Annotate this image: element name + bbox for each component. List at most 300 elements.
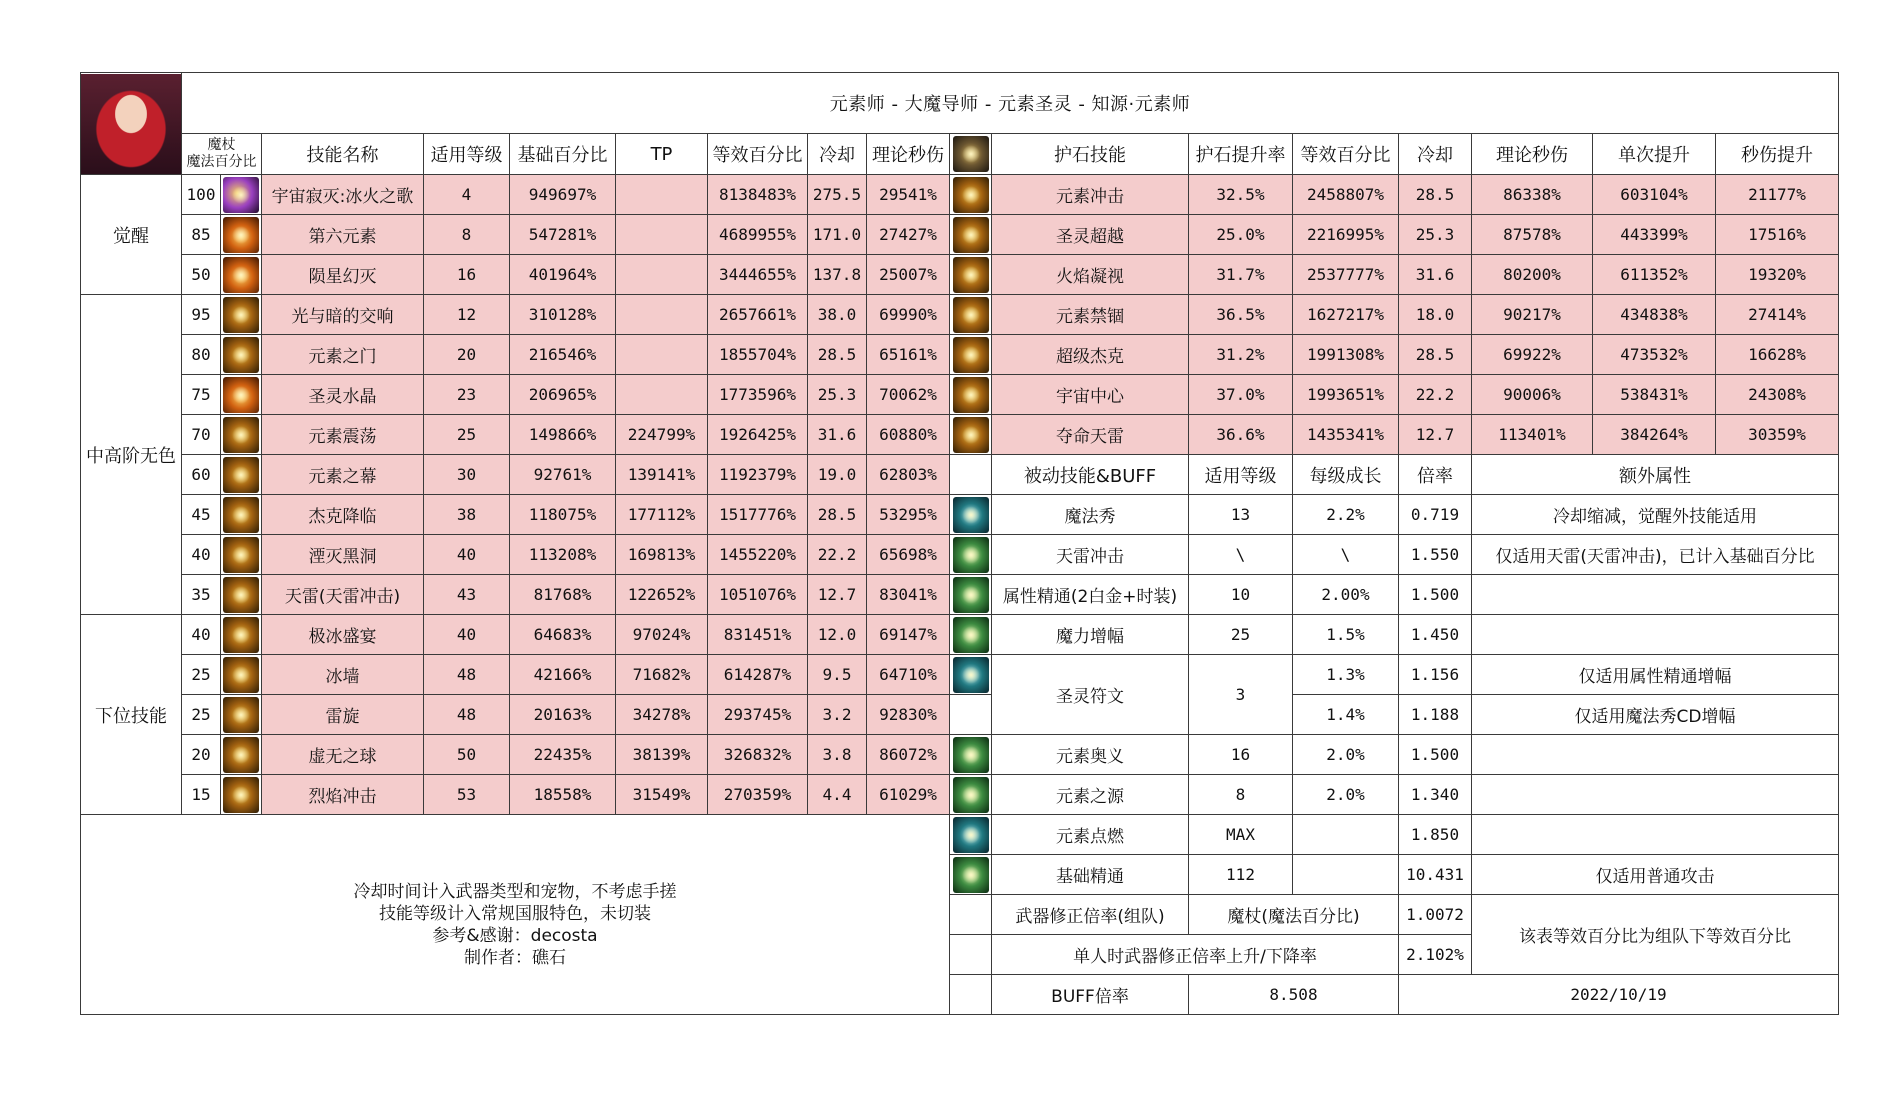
skill-level: 48 (424, 655, 510, 695)
base-pct: 20163% (510, 695, 616, 735)
element-source-icon (953, 777, 989, 813)
passive-extra (1472, 575, 1839, 615)
skill-icon-cell (221, 455, 262, 495)
eq-pct: 4689955% (708, 215, 808, 255)
skill-icon-cell (221, 695, 262, 735)
skill-name: 圣灵水晶 (262, 375, 424, 415)
base-pct: 81768% (510, 575, 616, 615)
passive-name: 属性精通(2白金+时装) (992, 575, 1189, 615)
weapon-pct: 35 (182, 575, 221, 615)
talisman-icon-cell (950, 175, 992, 215)
skill-icon-cell (221, 735, 262, 775)
talisman-icon-cell (950, 215, 992, 255)
skill-level: 16 (424, 255, 510, 295)
single-gain: 434838% (1593, 295, 1716, 335)
passive-extra (1472, 735, 1839, 775)
base-pct: 22435% (510, 735, 616, 775)
skill-name: 虚无之球 (262, 735, 424, 775)
tp-pct: 38139% (616, 735, 708, 775)
skill-icon-cell (221, 535, 262, 575)
skill-level: 30 (424, 455, 510, 495)
passive-level: \ (1189, 535, 1293, 575)
talisman-rate: 36.6% (1189, 415, 1293, 455)
table-row (81, 175, 1839, 215)
talisman-eq-pct: 2216995% (1293, 215, 1399, 255)
weapon-pct: 25 (182, 655, 221, 695)
passive-icon-cell (950, 615, 992, 655)
dps-gain: 27414% (1716, 295, 1839, 335)
tp-pct (616, 175, 708, 215)
skill-level: 40 (424, 535, 510, 575)
passive-name: 元素奥义 (992, 735, 1189, 775)
theory-dps: 65698% (867, 535, 950, 575)
skill-name: 光与暗的交响 (262, 295, 424, 335)
skill-level: 20 (424, 335, 510, 375)
weapon-header-line2: 魔法百分比 (186, 154, 257, 170)
passive-extra (1472, 815, 1839, 855)
passive-name: 元素点燃 (992, 815, 1189, 855)
skill-damage-table (80, 72, 1839, 1015)
base-pct: 42166% (510, 655, 616, 695)
cooldown: 4.4 (808, 775, 867, 815)
cooldown-header: 冷却 (808, 134, 867, 175)
light-dark-symphony-icon (223, 297, 259, 333)
eq-pct: 1773596% (708, 375, 808, 415)
theory-dps: 69990% (867, 295, 950, 335)
buff-value: 8.508 (1189, 975, 1399, 1015)
character-portrait-cell (81, 73, 182, 175)
tp-pct (616, 375, 708, 415)
dps-gain: 24308% (1716, 375, 1839, 415)
skill-level: 40 (424, 615, 510, 655)
eq-pct: 8138483% (708, 175, 808, 215)
talisman-eq-pct-header: 等效百分比 (1293, 134, 1399, 175)
holy-rune-icon (953, 657, 989, 693)
passive-name: 天雷冲击 (992, 535, 1189, 575)
dps-gain: 30359% (1716, 415, 1839, 455)
basic-mastery-icon (953, 857, 989, 893)
skill-level: 53 (424, 775, 510, 815)
talisman-name: 元素禁锢 (992, 295, 1189, 335)
eq-pct: 326832% (708, 735, 808, 775)
passive-level-header: 适用等级 (1189, 455, 1293, 495)
skill-icon-cell (221, 655, 262, 695)
table-row (81, 335, 1839, 375)
level-header: 适用等级 (424, 134, 510, 175)
tp-pct: 224799% (616, 415, 708, 455)
eq-pct: 2657661% (708, 295, 808, 335)
talisman-cd: 28.5 (1399, 335, 1472, 375)
notes-block (81, 815, 950, 1015)
element-mystery-icon (953, 737, 989, 773)
theory-dps: 29541% (867, 175, 950, 215)
tp-pct: 31549% (616, 775, 708, 815)
skill-name: 湮灭黑洞 (262, 535, 424, 575)
talisman-dps: 90006% (1472, 375, 1593, 415)
skill-level: 8 (424, 215, 510, 255)
passive-extra: 仅适用天雷(天雷冲击)，已计入基础百分比 (1472, 535, 1839, 575)
talisman-eq-pct: 1435341% (1293, 415, 1399, 455)
table-row (81, 535, 1839, 575)
note-line: 制作者：礁石 (464, 947, 566, 968)
theory-dps: 62803% (867, 455, 950, 495)
tp-pct: 97024% (616, 615, 708, 655)
eq-pct: 1926425% (708, 415, 808, 455)
skill-icon-cell (221, 375, 262, 415)
thunder-impact-icon (953, 537, 989, 573)
passive-icon-cell-empty (950, 695, 992, 735)
table-row (81, 215, 1839, 255)
cooldown: 3.2 (808, 695, 867, 735)
passive-name: 圣灵符文 (992, 655, 1189, 735)
weapon-pct: 95 (182, 295, 221, 335)
tp-pct: 34278% (616, 695, 708, 735)
weapon-pct: 85 (182, 215, 221, 255)
weapon-pct: 45 (182, 495, 221, 535)
passive-name: 魔法秀 (992, 495, 1189, 535)
talisman-cd: 25.3 (1399, 215, 1472, 255)
theory-dps: 27427% (867, 215, 950, 255)
skill-icon-cell (221, 495, 262, 535)
passive-rate: 1.156 (1399, 655, 1472, 695)
passive-growth: 2.0% (1293, 775, 1399, 815)
weapon-pct: 25 (182, 695, 221, 735)
weapon-mod-spacer (950, 895, 992, 935)
base-pct: 216546% (510, 335, 616, 375)
tp-pct (616, 295, 708, 335)
table-row (81, 455, 1839, 495)
passive-growth (1293, 815, 1399, 855)
talisman-name: 圣灵超越 (992, 215, 1189, 255)
passive-growth-header: 每级成长 (1293, 455, 1399, 495)
tp-pct: 122652% (616, 575, 708, 615)
solo-mod-spacer (950, 935, 992, 975)
tp-pct (616, 255, 708, 295)
talisman-rate: 31.2% (1189, 335, 1293, 375)
passive-level: 25 (1189, 615, 1293, 655)
weapon-pct: 40 (182, 535, 221, 575)
talisman-rate-header: 护石提升率 (1189, 134, 1293, 175)
skill-name: 元素之幕 (262, 455, 424, 495)
table-row (81, 695, 1839, 735)
fatal-thunder-icon (953, 417, 989, 453)
thunder-spiral-icon (223, 697, 259, 733)
passive-name: 基础精通 (992, 855, 1189, 895)
passive-icon-cell (950, 815, 992, 855)
base-pct: 118075% (510, 495, 616, 535)
talisman-name: 火焰凝视 (992, 255, 1189, 295)
theory-dps: 61029% (867, 775, 950, 815)
cooldown: 137.8 (808, 255, 867, 295)
eq-pct: 831451% (708, 615, 808, 655)
weapon-pct: 50 (182, 255, 221, 295)
table-row (81, 735, 1839, 775)
eq-pct: 1517776% (708, 495, 808, 535)
talisman-cd: 12.7 (1399, 415, 1472, 455)
sixth-element-icon (223, 217, 259, 253)
talisman-rate: 36.5% (1189, 295, 1293, 335)
table-row (81, 575, 1839, 615)
dps-gain: 16628% (1716, 335, 1839, 375)
talisman-icon-cell (950, 375, 992, 415)
skill-level: 23 (424, 375, 510, 415)
talisman-skill-header: 护石技能 (992, 134, 1189, 175)
talisman-dps: 86338% (1472, 175, 1593, 215)
theory-dps: 70062% (867, 375, 950, 415)
base-pct: 64683% (510, 615, 616, 655)
weapon-header-line1: 魔杖 (207, 137, 236, 153)
passive-level: 112 (1189, 855, 1293, 895)
holy-transcend-icon (953, 217, 989, 253)
talisman-dps: 90217% (1472, 295, 1593, 335)
passive-rate: 1.188 (1399, 695, 1472, 735)
passive-rate: 1.340 (1399, 775, 1472, 815)
note-line: 参考&感谢：decosta (432, 925, 598, 946)
thunder-strike-icon (223, 577, 259, 613)
table-row (81, 255, 1839, 295)
weapon-pct: 100 (182, 175, 221, 215)
skill-name: 元素之门 (262, 335, 424, 375)
talisman-rate: 32.5% (1189, 175, 1293, 215)
base-pct: 113208% (510, 535, 616, 575)
passive-extra (1472, 775, 1839, 815)
table-row (81, 415, 1839, 455)
dps-gain: 17516% (1716, 215, 1839, 255)
passive-rate: 1.500 (1399, 735, 1472, 775)
theory-dps: 25007% (867, 255, 950, 295)
passive-growth: 2.2% (1293, 495, 1399, 535)
passive-rate: 1.550 (1399, 535, 1472, 575)
talisman-name: 夺命天雷 (992, 415, 1189, 455)
super-jack-icon (953, 337, 989, 373)
solo-mod-rate: 2.102% (1399, 935, 1472, 975)
passive-rate: 0.719 (1399, 495, 1472, 535)
passive-level: 13 (1189, 495, 1293, 535)
cooldown: 38.0 (808, 295, 867, 335)
mana-amplify-icon (953, 617, 989, 653)
passive-icon-cell (950, 575, 992, 615)
skill-level: 43 (424, 575, 510, 615)
theory-dps: 83041% (867, 575, 950, 615)
passive-extra: 仅适用普通攻击 (1472, 855, 1839, 895)
cooldown: 12.0 (808, 615, 867, 655)
dps-gain: 19320% (1716, 255, 1839, 295)
talisman-cd-header: 冷却 (1399, 134, 1472, 175)
eq-pct: 293745% (708, 695, 808, 735)
cooldown: 28.5 (808, 495, 867, 535)
cooldown: 275.5 (808, 175, 867, 215)
table-row (81, 375, 1839, 415)
group-label-awaken: 觉醒 (81, 175, 182, 295)
passive-name: 魔力增幅 (992, 615, 1189, 655)
skill-name: 冰墙 (262, 655, 424, 695)
passive-growth: 2.0% (1293, 735, 1399, 775)
passive-icon-cell (950, 655, 992, 695)
single-gain: 443399% (1593, 215, 1716, 255)
skill-name: 天雷(天雷冲击) (262, 575, 424, 615)
skill-name: 烈焰冲击 (262, 775, 424, 815)
skill-icon-cell (221, 575, 262, 615)
skill-icon-cell (221, 775, 262, 815)
element-ignite-icon (953, 817, 989, 853)
table-row (81, 775, 1839, 815)
skill-level: 50 (424, 735, 510, 775)
single-gain: 538431% (1593, 375, 1716, 415)
theory-dps: 86072% (867, 735, 950, 775)
dps-gain-header: 秒伤提升 (1716, 134, 1839, 175)
base-pct: 949697% (510, 175, 616, 215)
passive-rate: 1.850 (1399, 815, 1472, 855)
dps-gain: 21177% (1716, 175, 1839, 215)
passive-level: MAX (1189, 815, 1293, 855)
passive-header-spacer (950, 455, 992, 495)
theory-dps: 60880% (867, 415, 950, 455)
talisman-rate: 31.7% (1189, 255, 1293, 295)
theory-dps: 92830% (867, 695, 950, 735)
passive-name: 元素之源 (992, 775, 1189, 815)
talisman-name: 超级杰克 (992, 335, 1189, 375)
note-line: 冷却时间计入武器类型和宠物，不考虑手搓 (353, 881, 677, 902)
base-pct: 310128% (510, 295, 616, 335)
passive-rate: 1.450 (1399, 615, 1472, 655)
cooldown: 22.2 (808, 535, 867, 575)
weapon-pct: 60 (182, 455, 221, 495)
skill-name: 极冰盛宴 (262, 615, 424, 655)
passive-extra-header: 额外属性 (1472, 455, 1839, 495)
talisman-cd: 18.0 (1399, 295, 1472, 335)
skill-level: 38 (424, 495, 510, 535)
talisman-eq-pct: 1993651% (1293, 375, 1399, 415)
table-row (81, 655, 1839, 695)
void-orb-icon (223, 737, 259, 773)
talisman-eq-pct: 2458807% (1293, 175, 1399, 215)
single-gain-header: 单次提升 (1593, 134, 1716, 175)
table-row (81, 295, 1839, 335)
holy-crystal-icon (223, 377, 259, 413)
weapon-pct: 75 (182, 375, 221, 415)
passive-name-header: 被动技能&BUFF (992, 455, 1189, 495)
talisman-dps: 113401% (1472, 415, 1593, 455)
weapon-mod-weapon: 魔杖(魔法百分比) (1189, 895, 1399, 935)
passive-icon-cell (950, 495, 992, 535)
note-line: 技能等级计入常规国服特色，未切装 (379, 903, 651, 924)
element-strike-icon (953, 177, 989, 213)
weapon-pct: 70 (182, 415, 221, 455)
theory-dps: 53295% (867, 495, 950, 535)
talisman-eq-pct: 2537777% (1293, 255, 1399, 295)
base-pct-header: 基础百分比 (510, 134, 616, 175)
base-pct: 401964% (510, 255, 616, 295)
talisman-eq-pct: 1991308% (1293, 335, 1399, 375)
talisman-header-icon-cell (950, 134, 992, 175)
eq-pct: 1455220% (708, 535, 808, 575)
base-pct: 92761% (510, 455, 616, 495)
passive-level: 10 (1189, 575, 1293, 615)
eq-pct: 1855704% (708, 335, 808, 375)
passive-level: 3 (1189, 655, 1293, 735)
weapon-mod-rate: 1.0072 (1399, 895, 1472, 935)
passive-icon-cell (950, 535, 992, 575)
passive-extra: 仅适用属性精通增幅 (1472, 655, 1839, 695)
passive-growth: 1.4% (1293, 695, 1399, 735)
theory-dps: 69147% (867, 615, 950, 655)
single-gain: 611352% (1593, 255, 1716, 295)
flame-gaze-icon (953, 257, 989, 293)
base-pct: 18558% (510, 775, 616, 815)
table-row (81, 495, 1839, 535)
meteor-illusion-icon (223, 257, 259, 293)
passive-growth: 2.00% (1293, 575, 1399, 615)
skill-icon-cell (221, 295, 262, 335)
cooldown: 28.5 (808, 335, 867, 375)
passive-extra: 仅适用魔法秀CD增幅 (1472, 695, 1839, 735)
talisman-cd: 22.2 (1399, 375, 1472, 415)
talisman-icon-cell (950, 415, 992, 455)
eq-pct: 270359% (708, 775, 808, 815)
group-label-low: 下位技能 (81, 615, 182, 815)
skill-icon-cell (221, 215, 262, 255)
passive-rate: 10.431 (1399, 855, 1472, 895)
tp-header: TP (616, 134, 708, 175)
eq-pct-header: 等效百分比 (708, 134, 808, 175)
magic-show-icon (953, 497, 989, 533)
eq-pct: 614287% (708, 655, 808, 695)
ice-feast-icon (223, 617, 259, 653)
weapon-pct: 80 (182, 335, 221, 375)
element-shock-icon (223, 417, 259, 453)
tp-pct (616, 215, 708, 255)
skill-level: 25 (424, 415, 510, 455)
theory-dps-header: 理论秒伤 (867, 134, 950, 175)
element-curtain-icon (223, 457, 259, 493)
cooldown: 19.0 (808, 455, 867, 495)
skill-icon-cell (221, 415, 262, 455)
eq-pct: 1192379% (708, 455, 808, 495)
base-pct: 206965% (510, 375, 616, 415)
skill-name-header: 技能名称 (262, 134, 424, 175)
character-portrait (81, 74, 181, 174)
talisman-dps: 80200% (1472, 255, 1593, 295)
passive-icon-cell (950, 775, 992, 815)
skill-level: 48 (424, 695, 510, 735)
base-pct: 547281% (510, 215, 616, 255)
talisman-eq-pct: 1627217% (1293, 295, 1399, 335)
single-gain: 473532% (1593, 335, 1716, 375)
skill-icon-cell (221, 175, 262, 215)
cooldown: 3.8 (808, 735, 867, 775)
theory-dps: 64710% (867, 655, 950, 695)
passive-growth: \ (1293, 535, 1399, 575)
talisman-dps: 69922% (1472, 335, 1593, 375)
talisman-icon-cell (950, 255, 992, 295)
skill-name: 雷旋 (262, 695, 424, 735)
passive-icon-cell (950, 735, 992, 775)
skill-icon-cell (221, 615, 262, 655)
cooldown: 31.6 (808, 415, 867, 455)
skill-name: 宇宙寂灭:冰火之歌 (262, 175, 424, 215)
talisman-icon-cell (950, 295, 992, 335)
eq-pct: 1051076% (708, 575, 808, 615)
jack-descent-icon (223, 497, 259, 533)
tp-pct (616, 335, 708, 375)
buff-label: BUFF倍率 (992, 975, 1189, 1015)
skill-icon-cell (221, 335, 262, 375)
skill-level: 12 (424, 295, 510, 335)
passive-rate: 1.500 (1399, 575, 1472, 615)
passive-extra (1472, 615, 1839, 655)
weapon-mod-label: 武器修正倍率(组队) (992, 895, 1189, 935)
sheet-title: 元素师 - 大魔导师 - 元素圣灵 - 知源·元素师 (182, 73, 1839, 134)
